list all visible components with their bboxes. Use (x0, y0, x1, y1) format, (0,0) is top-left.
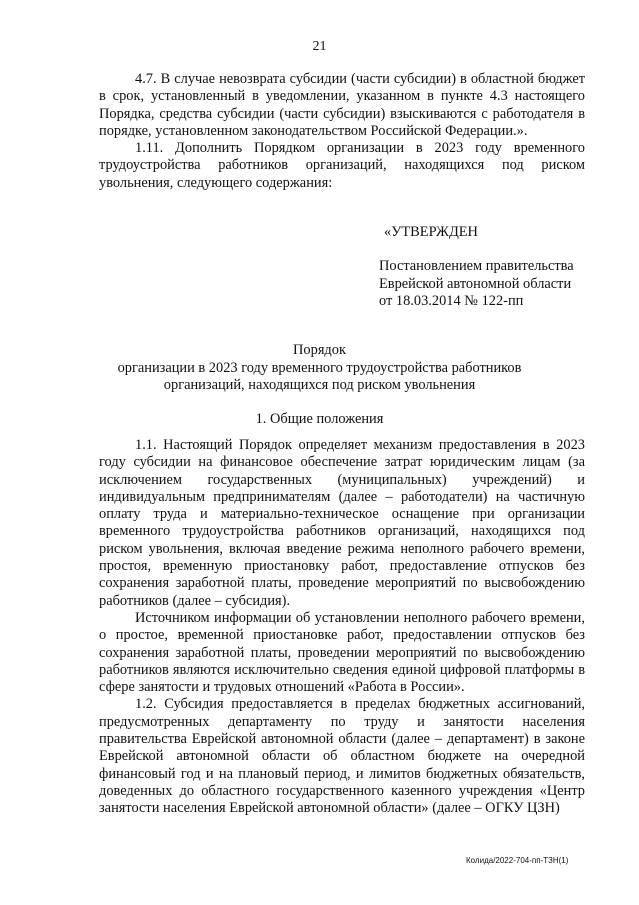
approved-heading: «УТВЕРЖДЕН (384, 224, 478, 240)
paragraph-1-2: 1.2. Субсидия предоставляется в пределах бюджетных ассигнований, предусмотренных департаменту по труду и занятости населения правительства Еврейской автономной области (далее – департамент) в законе Еврейской автономной области об областном бюджете на очередной финансовый год и на плановый период, и лимитов бюджетных обязательств, доведенных до областного государственного казенного учреждения «Центр занятости населения Еврейской автономной области» (далее – ОГКУ ЦЗН) (99, 696, 585, 817)
paragraph-4-7: 4.7. В случае невозврата субсидии (части субсидии) в областной бюджет в срок, установленный в уведомлении, указанном в пункте 4.3 настоящего Порядка, средства субсидии (части субсидии) взыскиваются с работодателя в порядке, установленном законодательством Российской Федерации.». (99, 71, 585, 139)
document-title-line-3: организаций, находящихся под риском увольнения (163, 377, 476, 393)
page-number: 21 (312, 39, 327, 54)
paragraph-1-1: 1.1. Настоящий Порядок определяет механизм предоставления в 2023 году субсидии на финансовое обеспечение затрат юридическим лицам (за исключением государственных (муниципальных) учреждений) и индивидуальным предпринимателям (далее – работодатели) на частичную оплату труда и материально-техническое оснащение при организации временного трудоустройства работников организаций, находящихся под риском увольнения, включая введение режима неполного рабочего времени, простоя, временную приостановку работ, предоставление отпусков без сохранения заработной платы, проведение мероприятий по высвобождению работников (далее – субсидия). (99, 437, 585, 609)
document-title-line-2: организации в 2023 году временного трудоустройства работников (117, 360, 522, 376)
document-title-line-1: Порядок (293, 342, 346, 358)
section-text-block (99, 437, 585, 818)
footer-document-code: Колида/2022-704-пп-ТЗН(1) (466, 856, 569, 865)
intro-text-block (99, 71, 585, 192)
approval-line-3: от 18.03.2014 № 122-пп (379, 293, 524, 309)
approval-line-1: Постановлением правительства (379, 258, 574, 274)
section-heading: 1. Общие положения (255, 411, 384, 427)
approval-line-2: Еврейской автономной области (379, 276, 572, 292)
paragraph-1-11: 1.11. Дополнить Порядком организации в 2023 году временного трудоустройства работников организаций, находящихся под риском увольнения, следующего содержания: (99, 140, 585, 191)
paragraph-source-info: Источником информации об установлении неполного рабочего времени, о простое, временной приостановке работ, предоставлении отпусков без сохранения заработной платы, проведении мероприятий по высвобождению работников являются исключительно сведения единой цифровой платформы в сфере занятости и трудовых отношений «Работа в России». (99, 609, 585, 696)
